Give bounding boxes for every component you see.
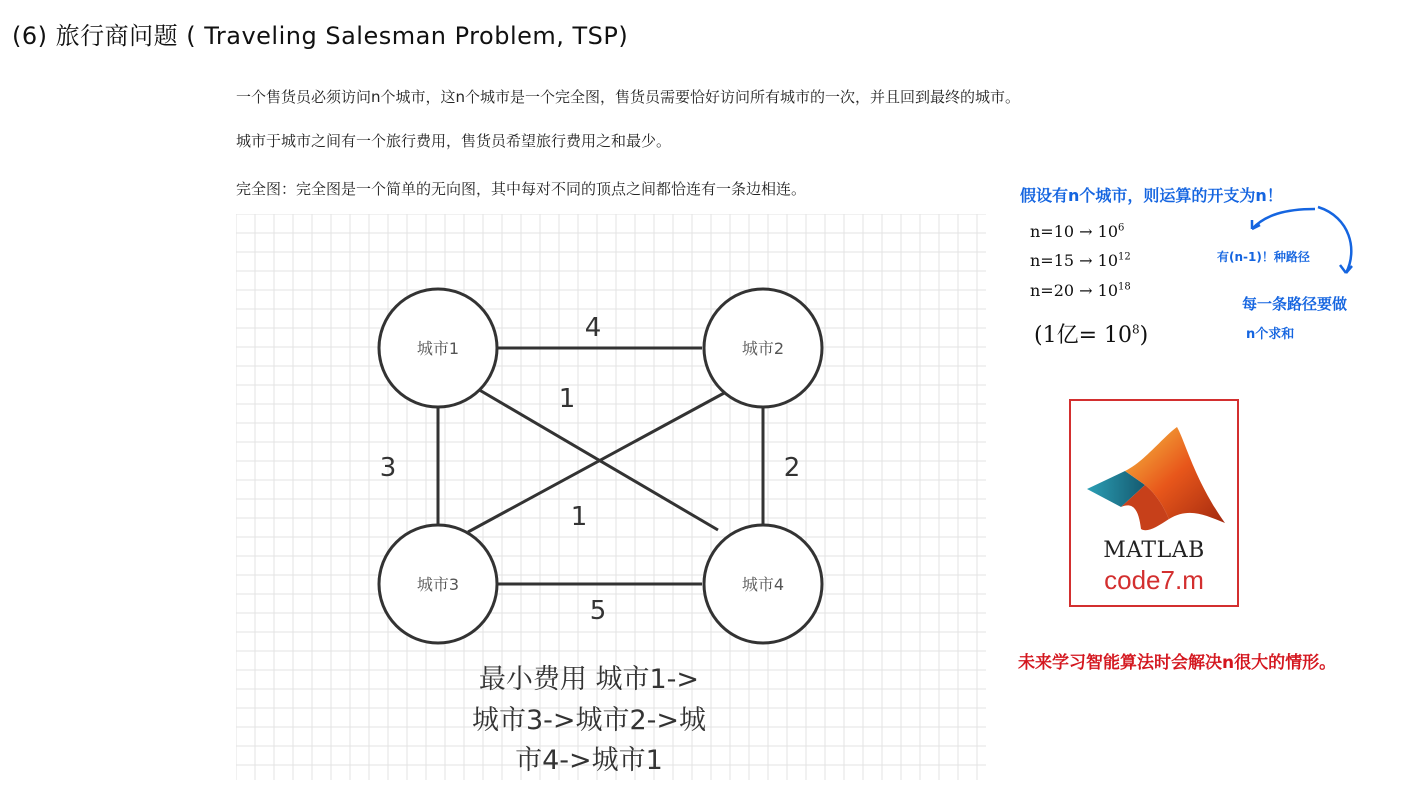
note-sum-line-2: n个求和 xyxy=(1246,327,1295,342)
matlab-logo-icon xyxy=(1085,423,1227,535)
caption-line-1: 最小费用 城市1-> xyxy=(478,664,700,695)
grid-background xyxy=(236,214,986,780)
node-city3 xyxy=(379,525,497,643)
caption-line-3: 市4->城市1 xyxy=(515,745,663,776)
paragraph-travel-cost: 城市于城市之间有一个旅行费用，售货员希望旅行费用之和最少。 xyxy=(236,132,672,150)
note-sum-line-1: 每一条路径要做 xyxy=(1242,295,1348,313)
page-title: (6) 旅行商问题 ( Traveling Salesman Problem, TSP) xyxy=(12,22,629,50)
growth-value: 10 xyxy=(1097,281,1119,300)
weight-city2-city4: 2 xyxy=(783,453,801,483)
matlab-logo-text: MATLAB xyxy=(1103,538,1205,563)
weight-city1-city4: 1 xyxy=(558,384,576,414)
growth-exp: 18 xyxy=(1118,281,1131,293)
matlab-file-card[interactable] xyxy=(1069,399,1239,607)
paragraph-complete-graph: 完全图：完全图是一个简单的无向图，其中每对不同的顶点之间都恰连有一条边相连。 xyxy=(236,180,807,198)
growth-exp: 12 xyxy=(1118,251,1131,263)
weight-city1-city3: 3 xyxy=(379,453,397,483)
note-yi-equals xyxy=(1034,318,1148,349)
yi-exp: 8 xyxy=(1132,322,1140,337)
caption-line-2: 城市3->城市2->城 xyxy=(471,705,707,736)
growth-value: 10 xyxy=(1097,251,1119,270)
growth-n: n=15 xyxy=(1030,251,1075,270)
paragraph-tsp-definition: 一个售货员必须访问n个城市，这n个城市是一个完全图，售货员需要恰好访问所有城市的一次，并且回到最终的城市。 xyxy=(236,88,1021,106)
growth-n: n=20 xyxy=(1030,281,1075,300)
node-city3-label: 城市3 xyxy=(416,575,460,594)
node-city1 xyxy=(379,289,497,407)
node-city4 xyxy=(704,525,822,643)
weight-city3-city4: 5 xyxy=(589,596,607,626)
yi-prefix: (1亿= 10 xyxy=(1034,323,1133,348)
growth-row-10: $n=10 \to 10^6$ xyxy=(1030,222,1125,241)
tsp-graph-figure xyxy=(236,214,986,780)
weight-city2-city3: 1 xyxy=(570,502,588,532)
node-city2 xyxy=(704,289,822,407)
note-future-algorithms: 未来学习智能算法时会解决n很大的情形。 xyxy=(1018,653,1337,673)
node-city2-label: 城市2 xyxy=(741,339,785,358)
growth-row-20: $n=20 \to 10^{18}$ xyxy=(1030,281,1131,300)
matlab-file-name[interactable]: code7.m xyxy=(1104,565,1204,595)
growth-exp: 6 xyxy=(1118,222,1125,234)
node-city4-label: 城市4 xyxy=(741,575,785,594)
growth-value: 10 xyxy=(1097,222,1119,241)
note-paths-count: 有(n-1)！种路径 xyxy=(1217,250,1310,264)
node-city1-label: 城市1 xyxy=(416,339,460,358)
yi-suffix: ) xyxy=(1139,323,1149,348)
weight-city1-city2: 4 xyxy=(584,313,602,343)
growth-n: n=10 xyxy=(1030,222,1075,241)
note-factorial-cost: 假设有n个城市，则运算的开支为n！ xyxy=(1020,186,1283,205)
note-arrows xyxy=(1190,195,1370,285)
growth-row-15: $n=15 \to 10^{12}$ xyxy=(1030,251,1131,270)
